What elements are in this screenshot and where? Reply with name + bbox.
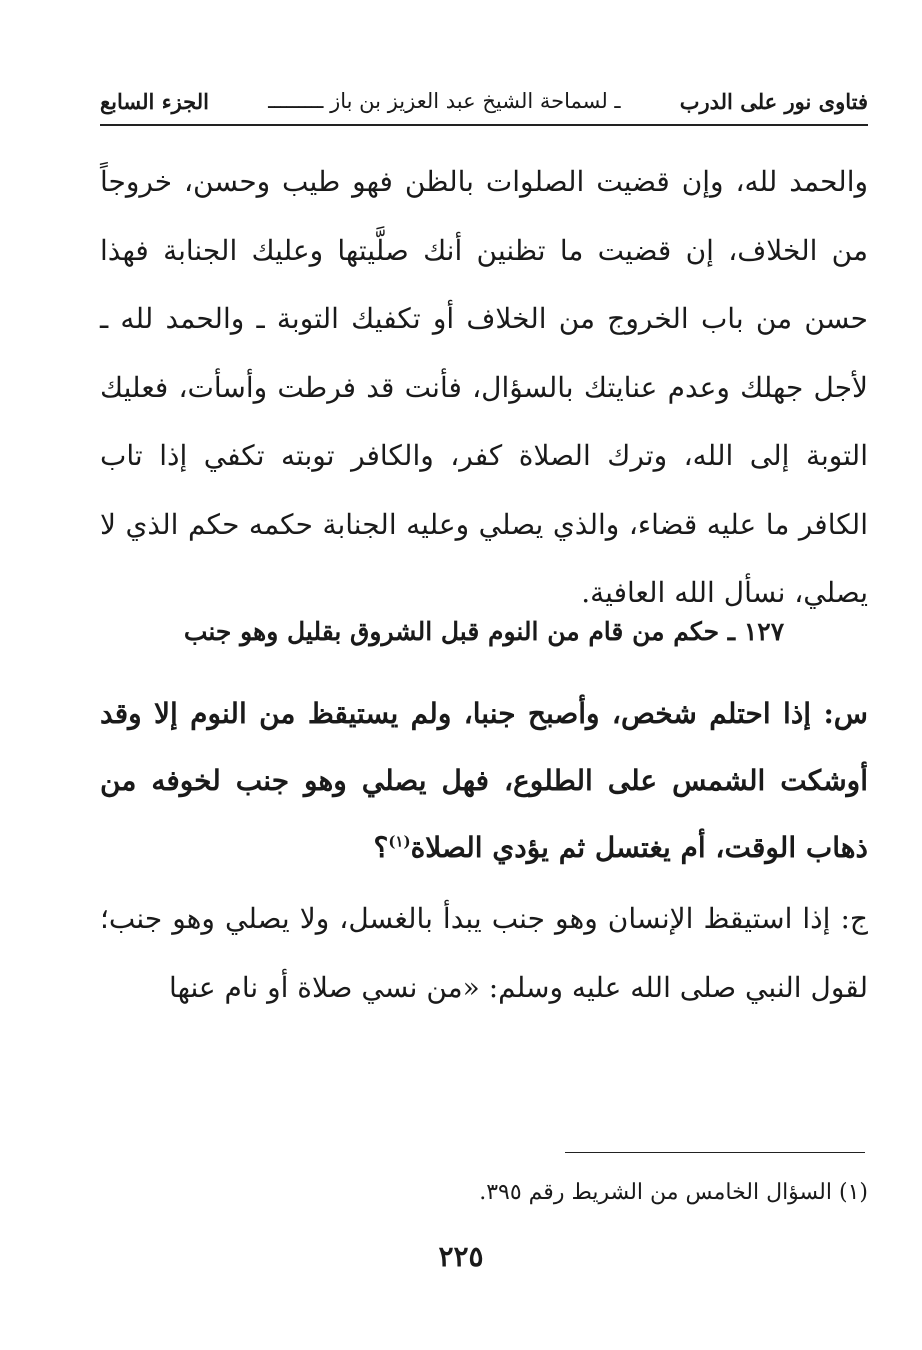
footnote: (١) السؤال الخامس من الشريط رقم ٣٩٥. (479, 1180, 868, 1205)
body-paragraph: والحمد لله، وإن قضيت الصلوات بالظن فهو طيب وحسن، خروجاً من الخلاف، إن قضيت ما تظنين أنك صلَّيتها وعليك الجنابة فهذا حسن من باب الخروج من الخلاف أو تكفيك التوبة ـ والحمد لله ـ لأجل جهلك وعدم عنايتك بالسؤال، فأنت قد فرطت وأسأت، فعليك التوبة إلى الله، وترك الصلاة كفر، والكافر توبته تكفي إذا تاب الكافر ما عليه قضاء، والذي يصلي وعليه الجنابة حكمه حكم الذي لا يصلي، نسأل الله العافية. (100, 165, 868, 609)
question-text: س: إذا احتلم شخص، وأصبح جنبا، ولم يستيقظ من النوم إلا وقد أوشكت الشمس على الطلوع، فهل يصلي وهو جنب لخوفه من ذهاب الوقت، أم يغتسل ثم يؤدي الصلاة (100, 697, 868, 864)
fatwa-heading: ١٢٧ ـ حكم من قام من النوم قبل الشروق بقليل وهو جنب (183, 617, 785, 646)
page-number: ٢٢٥ (438, 1240, 484, 1273)
author-line: ـ لسماحة الشيخ عبد العزيز بن باز ـــــــــ (268, 89, 621, 113)
question-paragraph (100, 680, 868, 881)
question-mark: ؟ (373, 831, 389, 864)
book-title: فتاوى نور على الدرب (679, 88, 868, 114)
header-divider (100, 124, 868, 126)
volume-part: الجزء السابع (100, 88, 209, 114)
footnote-reference: (١) (388, 832, 411, 851)
answer-paragraph: ج: إذا استيقظ الإنسان وهو جنب يبدأ بالغسل، ولا يصلي وهو جنب؛ لقول النبي صلى الله عليه وسلم: «من نسي صلاة أو نام عنها (100, 902, 868, 1004)
footnote-divider (565, 1152, 865, 1153)
running-header (100, 84, 868, 118)
